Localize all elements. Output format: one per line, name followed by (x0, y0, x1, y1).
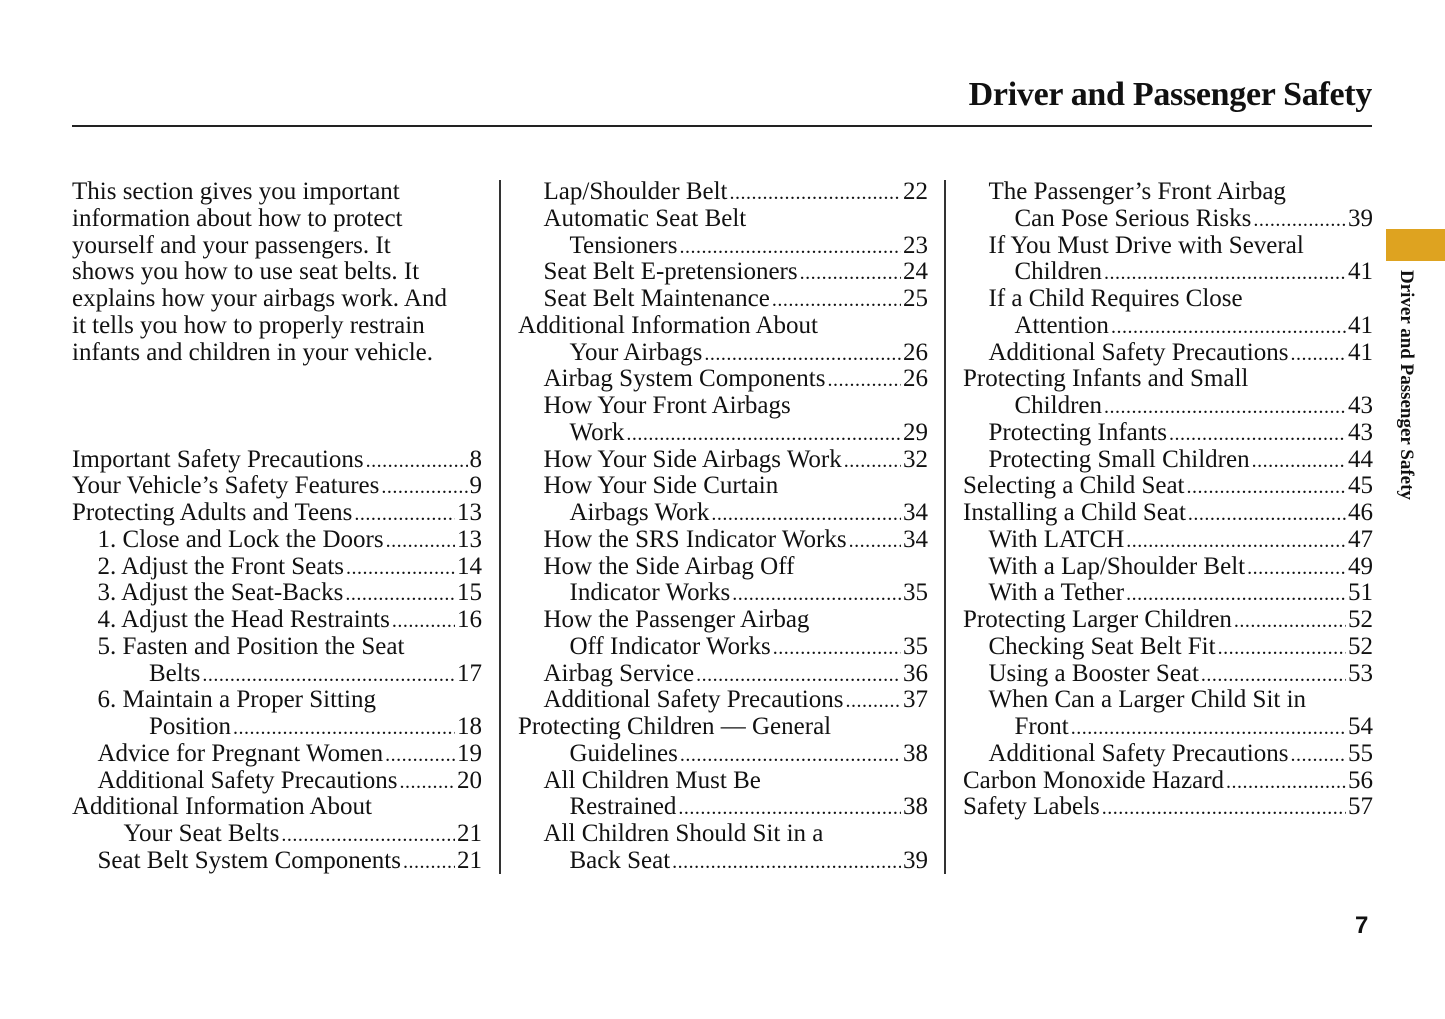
toc-page-number: 57 (1348, 793, 1373, 821)
toc-entry-title: Seat Belt System Components (97, 846, 401, 874)
dot-leader (392, 607, 455, 634)
toc-page-number: 45 (1348, 472, 1373, 500)
toc-page-number: 37 (903, 686, 928, 714)
toc-page-number: 49 (1348, 552, 1373, 580)
toc-entry-line[interactable] (963, 634, 1373, 661)
toc-page-number: 15 (457, 579, 482, 607)
toc-entry-line[interactable] (963, 714, 1373, 741)
toc-entry-title: Safety Labels (963, 793, 1100, 821)
toc-entry-title: Protecting Infants (988, 418, 1167, 446)
toc-page-number: 35 (903, 579, 928, 607)
dot-leader (1188, 500, 1346, 527)
dot-leader (281, 821, 455, 848)
dot-leader (399, 768, 455, 795)
dot-leader (772, 286, 901, 313)
toc-page-number: 20 (457, 766, 482, 794)
dot-leader (1071, 714, 1346, 741)
toc-page-number: 9 (469, 472, 482, 500)
toc-entry-title: Your Vehicle’s Safety Features (72, 472, 380, 500)
toc-entry-title: Protecting Larger Children (963, 606, 1232, 633)
toc-page-number: 52 (1348, 606, 1373, 633)
toc-entry-line[interactable] (518, 527, 928, 554)
toc-entry-line[interactable] (518, 313, 928, 340)
toc-entry-title: 5. Fasten and Position the Seat (97, 632, 405, 660)
toc-entry-title: Your Airbags (569, 338, 703, 366)
toc-entry-title: Can Pose Serious Risks (1014, 204, 1252, 232)
toc-page-number: 18 (457, 713, 482, 740)
toc-entry-line[interactable] (963, 661, 1373, 688)
dot-leader (345, 580, 455, 607)
toc-entry-line[interactable] (963, 527, 1373, 554)
toc-entry-title: Protecting Infants and Small (963, 365, 1249, 393)
toc-entry-line[interactable] (963, 607, 1373, 634)
toc-entry-title: Airbags Work (569, 499, 710, 526)
dot-leader (1186, 473, 1346, 500)
toc-page-number: 35 (903, 632, 928, 660)
toc-entry-line[interactable] (963, 286, 1373, 313)
toc-page-number: 21 (457, 820, 482, 847)
toc-entry-title: Additional Safety Precautions (97, 766, 398, 794)
dot-leader (1226, 768, 1346, 795)
dot-leader (696, 661, 901, 688)
toc-page-number: 14 (457, 552, 482, 580)
toc-entry-line[interactable] (72, 447, 482, 474)
toc-page-number: 13 (457, 525, 482, 553)
toc-entry-title: Guidelines (569, 739, 678, 767)
dot-leader (626, 420, 901, 447)
toc-entry-title: Advice for Pregnant Women (97, 739, 384, 767)
toc-page-number: 39 (1348, 204, 1373, 232)
toc-entry-line[interactable] (72, 794, 482, 821)
intro-line: This section gives you important (72, 178, 400, 205)
toc-page-number: 44 (1348, 445, 1373, 473)
toc-entry-line[interactable] (72, 500, 482, 527)
dot-leader (354, 500, 455, 527)
toc-entry-title: With LATCH (988, 525, 1125, 553)
toc-entry-line[interactable] (518, 741, 928, 768)
toc-entry-title: Selecting a Child Seat (963, 472, 1185, 500)
toc-entry-title: Restrained (569, 793, 677, 821)
toc-page-number: 34 (903, 525, 928, 553)
toc-page-number: 55 (1348, 739, 1373, 767)
toc-column-3 (963, 179, 1373, 821)
dot-leader (1247, 554, 1346, 581)
toc-entry-line[interactable] (72, 661, 482, 688)
toc-page-number: 24 (903, 258, 928, 286)
toc-entry-title: Checking Seat Belt Fit (988, 632, 1216, 660)
dot-leader (1126, 527, 1346, 554)
toc-entry-title: All Children Should Sit in a (543, 820, 824, 847)
toc-entry-title: Your Seat Belts (123, 820, 280, 847)
dot-leader (849, 527, 901, 554)
dot-leader (711, 500, 901, 527)
toc-entry-line[interactable] (518, 554, 928, 581)
header-rule (72, 125, 1372, 127)
toc-entry-line[interactable] (963, 687, 1373, 714)
toc-entry-line[interactable] (72, 687, 482, 714)
toc-entry-title: If You Must Drive with Several (988, 231, 1304, 259)
toc-entry-title: Tensioners (569, 231, 678, 259)
toc-entry-line[interactable] (72, 554, 482, 581)
toc-page-number: 41 (1348, 258, 1373, 286)
toc-page-number: 56 (1348, 766, 1373, 794)
dot-leader (672, 848, 901, 875)
toc-entry-line[interactable] (518, 233, 928, 260)
toc-entry-title: When Can a Larger Child Sit in (988, 686, 1307, 714)
toc-entry-line[interactable] (518, 687, 928, 714)
toc-entry-title: How Your Side Curtain (543, 472, 779, 500)
toc-page-number: 16 (457, 606, 482, 633)
dot-leader (1253, 206, 1346, 233)
toc-entry-title: Position (149, 713, 231, 740)
toc-entry-title: Lap/Shoulder Belt (543, 178, 728, 205)
toc-entry-line[interactable] (963, 420, 1373, 447)
toc-page-number: 38 (903, 793, 928, 821)
toc-entry-line[interactable] (518, 634, 928, 661)
toc-entry-line[interactable] (518, 794, 928, 821)
toc-entry-title: Children (1014, 258, 1102, 286)
toc-entry-line[interactable] (963, 447, 1373, 474)
toc-entry-title: 4. Adjust the Head Restraints (97, 606, 390, 633)
toc-page-number: 52 (1348, 632, 1373, 660)
dot-leader (381, 473, 467, 500)
toc-column-1 (72, 179, 482, 875)
toc-entry-title: Work (569, 418, 625, 446)
dot-leader (800, 259, 901, 286)
toc-page-number: 29 (903, 418, 928, 446)
toc-entry-line[interactable] (963, 233, 1373, 260)
toc-entry-line[interactable] (518, 179, 928, 206)
toc-entries (72, 447, 482, 875)
toc-page-number: 43 (1348, 418, 1373, 446)
intro-line: infants and children in your vehicle. (72, 338, 433, 366)
toc-page-number: 13 (457, 499, 482, 526)
toc-entry-line[interactable] (963, 313, 1373, 340)
dot-leader (1102, 794, 1346, 821)
dot-leader (844, 447, 901, 474)
toc-entry-title: Front (1014, 713, 1069, 740)
toc-entry-line[interactable] (72, 768, 482, 795)
toc-entry-line[interactable] (518, 473, 928, 500)
toc-entry-title: How Your Side Airbags Work (543, 445, 842, 473)
toc-entry-line[interactable] (518, 661, 928, 688)
toc-entry-title: Additional Safety Precautions (543, 686, 844, 714)
toc-entry-title: Important Safety Precautions (72, 445, 364, 473)
toc-page-number: 34 (903, 499, 928, 526)
intro-line: explains how your airbags work. And (72, 285, 447, 312)
toc-entry-line[interactable] (963, 393, 1373, 420)
toc-entry-line[interactable] (518, 714, 928, 741)
toc-entry-title: Protecting Adults and Teens (72, 499, 353, 526)
dot-leader (1252, 447, 1346, 474)
toc-entry-line[interactable] (963, 206, 1373, 233)
toc-entry-line[interactable] (518, 286, 928, 313)
toc-entry-line[interactable] (518, 447, 928, 474)
dot-leader (1290, 741, 1346, 768)
toc-entry-title: Off Indicator Works (569, 632, 771, 660)
toc-page-number: 38 (903, 739, 928, 767)
toc-entry-line[interactable] (518, 607, 928, 634)
toc-entry-line[interactable] (72, 607, 482, 634)
toc-entry-line[interactable] (72, 848, 482, 875)
toc-page-number: 39 (903, 846, 928, 874)
toc-page-number: 46 (1348, 499, 1373, 526)
toc-entry-title: Additional Safety Precautions (988, 338, 1289, 366)
toc-entries (963, 179, 1373, 821)
dot-leader (1218, 634, 1346, 661)
toc-entry-title: If a Child Requires Close (988, 285, 1243, 312)
toc-entry-title: 1. Close and Lock the Doors (97, 525, 384, 553)
toc-entry-title: 2. Adjust the Front Seats (97, 552, 345, 580)
toc-entry-title: Back Seat (569, 846, 671, 874)
toc-page-number: 17 (457, 659, 482, 687)
toc-entry-title: Additional Information About (72, 793, 372, 821)
dot-leader (385, 741, 455, 768)
toc-entry-line[interactable] (518, 340, 928, 367)
dot-leader (1104, 259, 1346, 286)
toc-entry-line[interactable] (963, 259, 1373, 286)
dot-leader (730, 179, 902, 206)
section-tab (1386, 229, 1445, 261)
intro-line: information about how to protect (72, 204, 403, 232)
toc-entry-title: The Passenger’s Front Airbag (988, 178, 1286, 205)
toc-entry-line[interactable] (518, 420, 928, 447)
toc-entry-title: Airbag Service (543, 659, 695, 687)
toc-entry-title: 6. Maintain a Proper Sitting (97, 686, 376, 714)
toc-entry-title: Additional Safety Precautions (988, 739, 1289, 767)
toc-entry-title: 3. Adjust the Seat-Backs (97, 579, 344, 607)
toc-entry-title: Attention (1014, 311, 1109, 339)
toc-entry-line[interactable] (518, 393, 928, 420)
toc-entry-title: How the Side Airbag Off (543, 552, 795, 580)
toc-entry-title: Airbag System Components (543, 365, 826, 393)
toc-entry-line[interactable] (518, 821, 928, 848)
toc-page-number: 19 (457, 739, 482, 767)
intro-line: yourself and your passengers. It (72, 231, 391, 259)
toc-entry-line[interactable] (963, 741, 1373, 768)
intro-line: it tells you how to properly restrain (72, 311, 425, 339)
toc-entry-title: Children (1014, 392, 1102, 419)
toc-entry-line[interactable] (518, 500, 928, 527)
section-tab-label: Driver and Passenger Safety (1396, 270, 1417, 500)
toc-entry-line[interactable] (72, 473, 482, 500)
toc-entry-line[interactable] (518, 580, 928, 607)
toc-entry-title: Using a Booster Seat (988, 659, 1199, 687)
toc-page-number: 32 (903, 445, 928, 473)
toc-page-number: 47 (1348, 525, 1373, 553)
toc-page-number: 26 (903, 365, 928, 393)
toc-entry-title: Protecting Small Children (988, 445, 1250, 473)
dot-leader (704, 340, 901, 367)
dot-leader (1290, 340, 1346, 367)
dot-leader (1104, 393, 1346, 420)
dot-leader (233, 714, 455, 741)
dot-leader (1201, 661, 1346, 688)
toc-entry-line[interactable] (518, 206, 928, 233)
toc-entry-title: Seat Belt E-pretensioners (543, 258, 798, 286)
page-number: 7 (1355, 912, 1369, 939)
toc-entry-line[interactable] (963, 179, 1373, 206)
toc-entry-title: With a Tether (988, 579, 1125, 607)
toc-page-number: 22 (903, 178, 928, 205)
dot-leader (403, 848, 455, 875)
toc-entry-title: Protecting Children — General (518, 713, 832, 740)
toc-page-number: 41 (1348, 311, 1373, 339)
dot-leader (202, 661, 455, 688)
toc-page-number: 26 (903, 338, 928, 366)
toc-entry-title: All Children Must Be (543, 766, 761, 794)
dot-leader (827, 366, 901, 393)
toc-entry-line[interactable] (963, 580, 1373, 607)
column-divider (944, 180, 946, 874)
dot-leader (732, 580, 901, 607)
page-title: Driver and Passenger Safety (968, 76, 1372, 113)
toc-entry-title: Indicator Works (569, 579, 731, 607)
toc-entry-line[interactable] (963, 473, 1373, 500)
toc-entry-line[interactable] (963, 768, 1373, 795)
toc-column-2 (518, 179, 928, 875)
toc-page-number: 23 (903, 231, 928, 259)
toc-entry-title: Automatic Seat Belt (543, 204, 747, 232)
toc-entry-line[interactable] (963, 340, 1373, 367)
toc-page-number: 54 (1348, 713, 1373, 740)
toc-entry-line[interactable] (518, 259, 928, 286)
toc-entry-title: Belts (149, 659, 201, 687)
dot-leader (679, 233, 901, 260)
toc-entry-line[interactable] (963, 500, 1373, 527)
toc-page-number: 41 (1348, 338, 1373, 366)
toc-page-number: 53 (1348, 659, 1373, 687)
dot-leader (678, 794, 901, 821)
toc-entry-title: With a Lap/Shoulder Belt (988, 552, 1246, 580)
toc-entry-title: Seat Belt Maintenance (543, 285, 770, 312)
toc-page-number: 43 (1348, 392, 1373, 419)
toc-entry-title: How the Passenger Airbag (543, 606, 810, 633)
dot-leader (386, 527, 455, 554)
intro-paragraph (72, 179, 482, 366)
dot-leader (366, 447, 468, 474)
toc-entry-title: How the SRS Indicator Works (543, 525, 847, 553)
dot-leader (1111, 313, 1346, 340)
toc-entry-line[interactable] (72, 527, 482, 554)
dot-leader (1126, 580, 1346, 607)
toc-entry-line[interactable] (963, 366, 1373, 393)
toc-entry-line[interactable] (72, 714, 482, 741)
toc-entry-line[interactable] (72, 741, 482, 768)
toc-entry-line[interactable] (518, 848, 928, 875)
toc-page-number: 36 (903, 659, 928, 687)
toc-entry-line[interactable] (72, 821, 482, 848)
intro-line: shows you how to use seat belts. It (72, 258, 420, 286)
toc-entry-line[interactable] (72, 580, 482, 607)
toc-page-number: 25 (903, 285, 928, 312)
toc-entry-title: Carbon Monoxide Hazard (963, 766, 1225, 794)
toc-entry-title: Additional Information About (518, 311, 818, 339)
dot-leader (1234, 607, 1346, 634)
toc-entry-line[interactable] (518, 366, 928, 393)
toc-page-number: 51 (1348, 579, 1373, 607)
toc-entry-line[interactable] (963, 794, 1373, 821)
toc-entry-line[interactable] (963, 554, 1373, 581)
dot-leader (773, 634, 901, 661)
dot-leader (1169, 420, 1346, 447)
toc-entry-title: Installing a Child Seat (963, 499, 1186, 526)
column-divider (499, 180, 501, 874)
toc-entry-line[interactable] (518, 768, 928, 795)
dot-leader (845, 687, 901, 714)
toc-entry-line[interactable] (72, 634, 482, 661)
toc-page-number: 21 (457, 846, 482, 874)
toc-entry-title: How Your Front Airbags (543, 392, 791, 419)
dot-leader (680, 741, 901, 768)
toc-page-number: 8 (469, 445, 482, 473)
toc-entries (518, 179, 928, 875)
dot-leader (346, 554, 455, 581)
